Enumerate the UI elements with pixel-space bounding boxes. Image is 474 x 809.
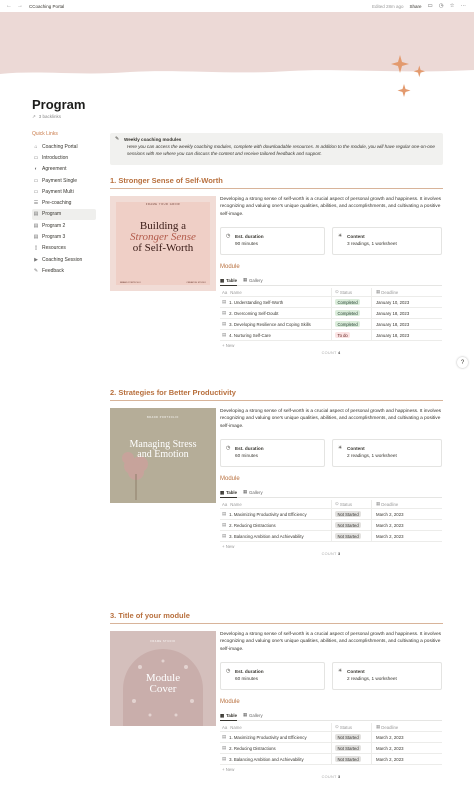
module-section — [110, 388, 443, 556]
status-badge: Not Started — [335, 734, 361, 740]
calendar-icon: ▦ — [376, 724, 381, 729]
sparkle-icon: ✳ — [338, 445, 343, 451]
quick-links — [32, 131, 96, 277]
row-deadline: March 2, 2023 — [376, 756, 404, 762]
count-value: 3 — [337, 552, 341, 556]
gallery-icon: ▦ — [242, 489, 248, 494]
count-value: 3 — [337, 775, 341, 779]
page-icon: ▤ — [222, 299, 227, 304]
tab-table[interactable]: ▦ Table — [220, 277, 237, 286]
cards-icon: ▭ — [33, 188, 39, 195]
video-icon: ▶ — [34, 256, 38, 263]
callout-body: Here you can access the weekly coaching modules, complete with downloadable resources. In addition to the module, you will have regular one-on-one sessions with me where you can discuss the content and receive tailored feedback and support. — [127, 144, 435, 156]
content-value: 2 readings, 1 worksheet — [347, 676, 397, 681]
cover-line: Stronger Sense — [130, 231, 196, 243]
cover-foot-right: CREATIVE STUDIO — [186, 282, 206, 284]
row-count: COUNT 3 — [321, 552, 341, 556]
book-icon: ▯ — [34, 245, 38, 252]
sidebar-item-label: Resources — [42, 245, 66, 252]
sidebar-item-label: Program 3 — [42, 234, 66, 241]
content-card — [332, 227, 442, 255]
module-heading: Module — [220, 476, 240, 482]
row-deadline: March 2, 2023 — [376, 522, 404, 528]
col-deadline[interactable]: Deadline — [381, 724, 399, 730]
sidebar-item-label: Program 2 — [42, 222, 66, 229]
col-status[interactable]: Status — [339, 724, 352, 730]
module-section — [110, 611, 443, 779]
content-label: Content — [347, 669, 365, 674]
plus-icon: + — [222, 544, 225, 549]
cover-top-text: FRAME STUDIO — [150, 640, 176, 643]
tab-table[interactable]: ▦ Table — [220, 489, 237, 498]
table-icon: ▦ — [220, 277, 225, 283]
top-bar — [0, 0, 474, 12]
callout — [110, 133, 443, 165]
page-icon: ▤ — [222, 511, 227, 516]
program-icon: ▤ — [33, 222, 39, 229]
tab-table[interactable]: ▦ Table — [220, 712, 237, 721]
status-badge: To do — [335, 332, 350, 338]
status-badge: Completed — [335, 299, 360, 305]
row-deadline: January 18, 2023 — [376, 321, 410, 327]
status-badge: Not Started — [335, 533, 361, 539]
sparkle-icon: ✳ — [338, 233, 343, 239]
status-badge: Not Started — [335, 522, 361, 528]
new-row-button[interactable]: + New — [222, 544, 235, 549]
page-icon: ▤ — [222, 522, 227, 527]
col-name[interactable]: Name — [230, 724, 242, 730]
status-badge: Completed — [335, 310, 360, 316]
duration-card — [220, 662, 325, 690]
backlink-icon: ↗ — [32, 114, 36, 119]
cover-decoration — [0, 12, 474, 82]
table-header — [220, 288, 442, 297]
sidebar-item-label: Pre-coaching — [42, 200, 72, 207]
program-icon: ▤ — [33, 211, 39, 218]
status-icon: ⊙ — [335, 289, 339, 294]
clock-icon: ◷ — [226, 668, 231, 674]
cover-line: of Self-Worth — [132, 242, 194, 254]
clock-icon: ◷ — [226, 445, 231, 451]
col-status[interactable]: Status — [339, 289, 352, 295]
plus-icon: + — [222, 343, 225, 348]
text-icon: Aa — [222, 289, 228, 295]
sidebar-item-coaching-portal[interactable] — [32, 141, 96, 152]
module-cover-image — [110, 196, 216, 291]
row-name: 3. Balancing Ambition and Achievability — [229, 533, 304, 539]
calendar-icon: ▦ — [376, 289, 381, 294]
cover-line: Module — [145, 672, 181, 684]
content-label: Content — [347, 234, 365, 239]
table-row[interactable] — [220, 509, 442, 520]
row-name: 4. Nurturing Self-Care — [229, 332, 271, 338]
duration-value: 60 minutes — [235, 676, 258, 681]
home-icon: ⌂ — [34, 143, 38, 150]
status-icon: ⊙ — [335, 724, 339, 729]
sidebar-item-payment-multi[interactable] — [32, 186, 96, 197]
sidebar-item-label: Payment Single — [42, 177, 78, 184]
status-icon: ⊙ — [335, 501, 339, 506]
page-icon: ▤ — [222, 321, 227, 326]
module-cover-image — [110, 631, 216, 726]
gallery-icon: ▦ — [242, 277, 248, 282]
plus-icon: + — [222, 767, 225, 772]
content-value: 2 readings, 1 worksheet — [347, 453, 397, 458]
module-heading: Module — [220, 699, 240, 705]
comment-icon[interactable]: ▭ — [427, 3, 433, 9]
section-title: 2. Strategies for Better Productivity — [110, 388, 443, 401]
cover-foot-left: BRAND PORTFOLIO — [120, 282, 141, 284]
row-deadline: March 2, 2023 — [376, 745, 404, 751]
col-name[interactable]: Name — [230, 289, 242, 295]
gallery-icon: ▦ — [242, 712, 248, 717]
table-row[interactable] — [220, 520, 442, 531]
more-icon[interactable]: ··· — [460, 3, 466, 9]
row-count: COUNT 4 — [321, 351, 341, 355]
share-button[interactable]: Share — [409, 3, 422, 9]
row-deadline: March 2, 2023 — [376, 734, 404, 740]
sparkle-icon: ✳ — [338, 668, 343, 674]
section-description: Developing a strong sense of self-worth is a crucial aspect of personal growth and happiness. It involves recognizing and valuing one's unique qualities, abilities, and accomplishments, and cultivating a positive self-image. — [220, 409, 442, 429]
row-deadline: March 2, 2023 — [376, 533, 404, 539]
duration-label: Est. duration — [235, 446, 264, 451]
row-name: 1. Maximizing Productivity and Efficiency — [229, 734, 307, 740]
table-header — [220, 500, 442, 509]
cover-line: Cover — [149, 683, 177, 695]
module-table — [220, 723, 442, 774]
row-name: 2. Reducing Distractions — [229, 745, 276, 751]
cover-line: Building a — [139, 220, 187, 232]
sidebar-item-label: Payment Multi — [42, 188, 74, 195]
page-icon: ▤ — [222, 533, 227, 538]
module-section — [110, 176, 443, 355]
row-name: 2. Overcoming Self-Doubt — [229, 310, 279, 316]
feedback-icon: ✎ — [33, 267, 39, 274]
content-card — [332, 439, 442, 467]
sidebar-item-label: Introduction — [42, 154, 69, 161]
status-badge: Not Started — [335, 756, 361, 762]
star-icon — [396, 82, 426, 102]
cover-top-text: BRAND PORTFOLIO — [147, 416, 179, 419]
row-name: 3. Developing Resilience and Coping Skills — [229, 321, 311, 327]
content-value: 3 readings, 1 worksheet — [347, 241, 397, 246]
col-status[interactable]: Status — [339, 501, 352, 507]
sidebar-item-label: Agreement — [42, 166, 67, 173]
row-name: 1. Understanding Self-Worth — [229, 299, 284, 305]
cover-line: and Emotion — [137, 449, 189, 460]
pen-icon: ✎ — [115, 136, 120, 142]
table-row[interactable] — [220, 732, 442, 743]
sidebar-item-coaching-session[interactable] — [32, 254, 96, 265]
new-row-button[interactable]: + New — [222, 767, 235, 772]
row-name: 1. Maximizing Productivity and Efficiency — [229, 511, 307, 517]
favorite-icon[interactable]: ☆ — [449, 3, 455, 9]
table-header — [220, 723, 442, 732]
col-name[interactable]: Name — [230, 501, 242, 507]
page-icon: ▤ — [222, 310, 227, 315]
sidebar-item-label: Feedback — [42, 267, 64, 274]
page-icon: ▤ — [222, 332, 227, 337]
table-icon: ▦ — [220, 489, 225, 495]
page-icon: ▤ — [222, 734, 227, 739]
row-deadline: January 18, 2023 — [376, 332, 410, 338]
module-heading: Module — [220, 264, 240, 270]
row-deadline: January 18, 2023 — [376, 310, 410, 316]
new-row-button[interactable]: + New — [222, 343, 235, 348]
duration-card — [220, 227, 325, 255]
callout-title: Weekly coaching modules — [124, 137, 182, 142]
module-table — [220, 288, 442, 350]
sidebar-item-program-3[interactable] — [32, 231, 96, 242]
module-table — [220, 500, 442, 551]
section-description: Developing a strong sense of self-worth is a crucial aspect of personal growth and happiness. It involves recognizing and valuing one's unique qualities, abilities, and accomplishments, and cultivating a positive self-image. — [220, 632, 442, 652]
table-row[interactable] — [220, 743, 442, 754]
checklist-icon: ☰ — [33, 200, 39, 207]
duration-card — [220, 439, 325, 467]
table-row[interactable] — [220, 319, 442, 330]
row-name: 3. Balancing Ambition and Achievability — [229, 756, 304, 762]
text-icon: Aa — [222, 501, 228, 507]
handshake-icon: ◐ — [34, 166, 38, 173]
back-arrow-icon[interactable]: ← — [6, 3, 12, 9]
content-label: Content — [347, 446, 365, 451]
table-row[interactable] — [220, 531, 442, 542]
status-badge: Not Started — [335, 511, 361, 517]
tab-gallery[interactable]: ▦ Gallery — [242, 277, 263, 283]
sidebar-item-label: Coaching Session — [42, 256, 83, 263]
table-row[interactable] — [220, 308, 442, 319]
page-icon: ▤ — [222, 756, 227, 761]
row-name: 2. Reducing Distractions — [229, 522, 276, 528]
section-title: 3. Title of your module — [110, 611, 443, 624]
sidebar-item-resources[interactable] — [32, 243, 96, 254]
quick-links-label: Quick Links — [32, 131, 58, 137]
view-tabs — [220, 277, 442, 286]
page-icon: ▤ — [222, 745, 227, 750]
forward-arrow-icon[interactable]: → — [17, 3, 23, 9]
col-deadline[interactable]: Deadline — [381, 289, 399, 295]
table-row[interactable] — [220, 330, 442, 341]
content-card — [332, 662, 442, 690]
sidebar-item-agreement[interactable] — [32, 164, 96, 175]
program-icon: ▤ — [33, 234, 39, 241]
table-row[interactable] — [220, 297, 442, 308]
cover-top-text: FRAME YOUR GROW — [145, 203, 181, 206]
help-button[interactable]: ? — [457, 357, 468, 368]
card-icon: ▭ — [33, 177, 39, 184]
history-icon[interactable]: ◷ — [438, 3, 444, 9]
cover-line: Managing Stress — [129, 439, 197, 450]
row-deadline: March 2, 2023 — [376, 511, 404, 517]
col-deadline[interactable]: Deadline — [381, 501, 399, 507]
module-cover-image — [110, 408, 216, 503]
view-tabs — [220, 489, 442, 498]
section-description: Developing a strong sense of self-worth is a crucial aspect of personal growth and happiness. It involves recognizing and valuing one's unique qualities, abilities, and accomplishments, and cultivating a positive self-image. — [220, 197, 442, 217]
table-icon: ▦ — [220, 712, 225, 718]
sidebar-item-program-2[interactable] — [32, 220, 96, 231]
chat-icon: ▭ — [33, 154, 39, 161]
status-badge: Not Started — [335, 745, 361, 751]
sidebar-item-payment-single[interactable] — [32, 175, 96, 186]
duration-label: Est. duration — [235, 234, 264, 239]
page-title: Program — [32, 97, 86, 112]
backlinks[interactable]: ↗ 3 backlinks — [32, 114, 62, 119]
section-title: 1. Stronger Sense of Self-Worth — [110, 176, 443, 189]
sidebar-item-label: Coaching Portal — [42, 143, 78, 150]
duration-value: 90 minutes — [235, 241, 258, 246]
edited-status: Edited 28m ago — [372, 3, 404, 9]
sidebar-item-label: Program — [42, 211, 62, 218]
table-row[interactable] — [220, 754, 442, 765]
status-badge: Completed — [335, 321, 360, 327]
sidebar-item-pre-coaching[interactable] — [32, 197, 96, 208]
breadcrumb[interactable]: CCoaching Portal — [29, 3, 65, 9]
clock-icon: ◷ — [226, 233, 231, 239]
view-tabs — [220, 712, 442, 721]
text-icon: Aa — [222, 724, 228, 730]
tab-gallery[interactable]: ▦ Gallery — [242, 489, 263, 495]
count-value: 4 — [337, 351, 341, 355]
sidebar-item-feedback[interactable] — [32, 265, 96, 276]
sidebar-item-introduction[interactable] — [32, 152, 96, 163]
duration-value: 60 minutes — [235, 453, 258, 458]
calendar-icon: ▦ — [376, 501, 381, 506]
duration-label: Est. duration — [235, 669, 264, 674]
row-deadline: January 10, 2023 — [376, 299, 410, 305]
page-cover — [0, 12, 474, 82]
sidebar-item-program[interactable] — [32, 209, 96, 220]
tab-gallery[interactable]: ▦ Gallery — [242, 712, 263, 718]
row-count: COUNT 3 — [321, 775, 341, 779]
